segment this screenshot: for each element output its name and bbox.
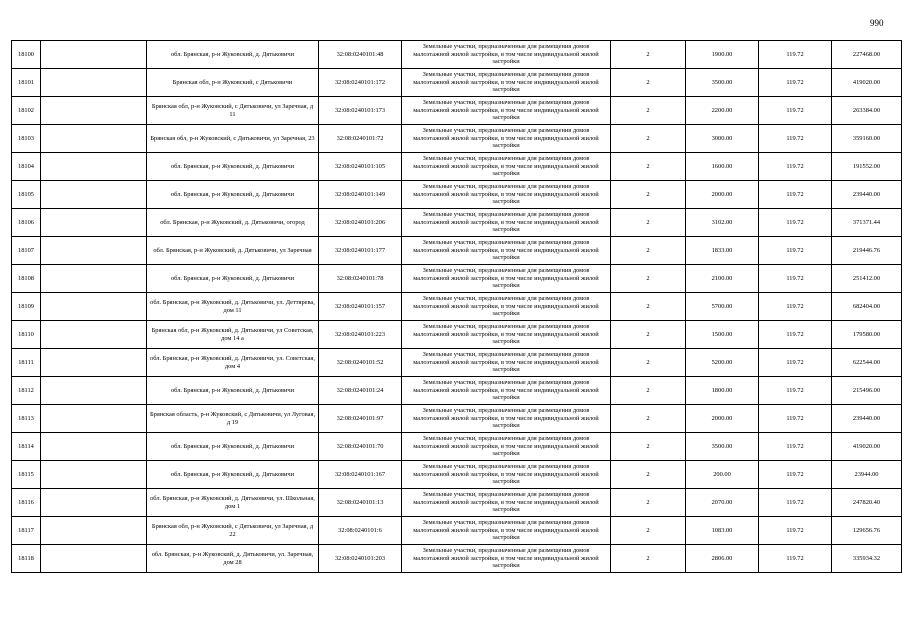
blank-cell (41, 97, 147, 125)
row-id: 18114 (12, 433, 41, 461)
address-cell: обл. Брянская, р-н Жуковский, д. Дятьковичи (147, 153, 319, 181)
rate-cell: 119.72 (759, 69, 832, 97)
cadastral-number-cell: 32:08:0240101:78 (319, 265, 402, 293)
area-cell: 2200.00 (686, 97, 759, 125)
cadastral-number-cell: 32:08:0240101:206 (319, 209, 402, 237)
land-description-cell: Земельные участки, предназначенные для размещения домов малоэтажной жилой застройки, в том числе индивидуальной жилой застройки (402, 517, 611, 545)
cadastral-number-cell: 32:08:0240101:70 (319, 433, 402, 461)
cadastral-number-cell: 32:08:0240101:24 (319, 377, 402, 405)
category-cell: 2 (611, 489, 686, 517)
table-row (12, 41, 902, 69)
cadastral-value-cell: 179580.00 (832, 321, 902, 349)
blank-cell (41, 461, 147, 489)
rate-cell: 119.72 (759, 125, 832, 153)
cadastral-number-cell: 32:08:0240101:52 (319, 349, 402, 377)
category-cell: 2 (611, 41, 686, 69)
address-cell: Брянская обл, р-н Жуковский, с Дятьковичи, ул Заречная, д 11 (147, 97, 319, 125)
category-cell: 2 (611, 265, 686, 293)
rate-cell: 119.72 (759, 41, 832, 69)
cadastral-value-cell: 129656.76 (832, 517, 902, 545)
cadastral-number-cell: 32:08:0240101:157 (319, 293, 402, 321)
cadastral-value-cell: 239440.00 (832, 181, 902, 209)
table-row (12, 405, 902, 433)
area-cell: 2000.00 (686, 181, 759, 209)
area-cell: 5200.00 (686, 349, 759, 377)
row-id: 18118 (12, 545, 41, 573)
rate-cell: 119.72 (759, 209, 832, 237)
address-cell: обл. Брянская, р-н Жуковский, д. Дятьковичи, ул Заречная (147, 237, 319, 265)
rate-cell: 119.72 (759, 433, 832, 461)
table-row (12, 545, 902, 573)
land-description-cell: Земельные участки, предназначенные для размещения домов малоэтажной жилой застройки, в том числе индивидуальной жилой застройки (402, 321, 611, 349)
blank-cell (41, 153, 147, 181)
blank-cell (41, 489, 147, 517)
cadastral-number-cell: 32:08:0240101:177 (319, 237, 402, 265)
table-row (12, 293, 902, 321)
category-cell: 2 (611, 433, 686, 461)
land-description-cell: Земельные участки, предназначенные для размещения домов малоэтажной жилой застройки, в том числе индивидуальной жилой застройки (402, 349, 611, 377)
table-row (12, 125, 902, 153)
land-description-cell: Земельные участки, предназначенные для размещения домов малоэтажной жилой застройки, в том числе индивидуальной жилой застройки (402, 293, 611, 321)
rate-cell: 119.72 (759, 405, 832, 433)
table-row (12, 321, 902, 349)
address-cell: обл. Брянская, р-н Жуковский, д. Дятьковичи (147, 41, 319, 69)
rate-cell: 119.72 (759, 237, 832, 265)
cadastral-value-cell: 682404.00 (832, 293, 902, 321)
category-cell: 2 (611, 349, 686, 377)
cadastral-value-cell: 227468.00 (832, 41, 902, 69)
address-cell: обл. Брянская, р-н Жуковский, д. Дятьковичи, ул. Школьная, дом 1 (147, 489, 319, 517)
area-cell: 2070.00 (686, 489, 759, 517)
rate-cell: 119.72 (759, 321, 832, 349)
blank-cell (41, 69, 147, 97)
address-cell: обл. Брянская, р-н Жуковский, д. Дятьковичи, ул. Деттярева, дом 11 (147, 293, 319, 321)
row-id: 18106 (12, 209, 41, 237)
category-cell: 2 (611, 293, 686, 321)
cadastral-number-cell: 32:08:0240101:105 (319, 153, 402, 181)
cadastral-value-cell: 247820.40 (832, 489, 902, 517)
row-id: 18113 (12, 405, 41, 433)
rate-cell: 119.72 (759, 489, 832, 517)
row-id: 18112 (12, 377, 41, 405)
area-cell: 1833.00 (686, 237, 759, 265)
cadastral-number-cell: 32:08:0240101:223 (319, 321, 402, 349)
cadastral-value-cell: 335934.32 (832, 545, 902, 573)
row-id: 18102 (12, 97, 41, 125)
table-row (12, 237, 902, 265)
blank-cell (41, 433, 147, 461)
land-description-cell: Земельные участки, предназначенные для размещения домов малоэтажной жилой застройки, в том числе индивидуальной жилой застройки (402, 405, 611, 433)
table-row (12, 377, 902, 405)
area-cell: 1500.00 (686, 321, 759, 349)
row-id: 18104 (12, 153, 41, 181)
address-cell: обл. Брянская, р-н Жуковский, д. Дятьковичи, огород (147, 209, 319, 237)
area-cell: 1083.00 (686, 517, 759, 545)
land-description-cell: Земельные участки, предназначенные для размещения домов малоэтажной жилой застройки, в том числе индивидуальной жилой застройки (402, 181, 611, 209)
table-row (12, 433, 902, 461)
area-cell: 3500.00 (686, 69, 759, 97)
area-cell: 1600.00 (686, 153, 759, 181)
table-row (12, 181, 902, 209)
table-row (12, 265, 902, 293)
rate-cell: 119.72 (759, 97, 832, 125)
category-cell: 2 (611, 545, 686, 573)
address-cell: Брянская обл, р-н Жуковский, с Дятьковичи, ул Заречная, д 22 (147, 517, 319, 545)
land-description-cell: Земельные участки, предназначенные для размещения домов малоэтажной жилой застройки, в том числе индивидуальной жилой застройки (402, 69, 611, 97)
address-cell: Брянская обл, р-н Жуковский, д. Дятьковичи, ул Советская, дом 14 а (147, 321, 319, 349)
table-row (12, 349, 902, 377)
land-registry-table (11, 40, 902, 573)
blank-cell (41, 237, 147, 265)
table-row (12, 517, 902, 545)
category-cell: 2 (611, 377, 686, 405)
row-id: 18109 (12, 293, 41, 321)
blank-cell (41, 517, 147, 545)
category-cell: 2 (611, 181, 686, 209)
category-cell: 2 (611, 97, 686, 125)
area-cell: 1800.00 (686, 377, 759, 405)
address-cell: обл. Брянская, р-н Жуковский, д. Дятьковичи (147, 377, 319, 405)
cadastral-value-cell: 622544.00 (832, 349, 902, 377)
table-row (12, 209, 902, 237)
category-cell: 2 (611, 237, 686, 265)
cadastral-value-cell: 263384.00 (832, 97, 902, 125)
land-description-cell: Земельные участки, предназначенные для размещения домов малоэтажной жилой застройки, в том числе индивидуальной жилой застройки (402, 209, 611, 237)
land-description-cell: Земельные участки, предназначенные для размещения домов малоэтажной жилой застройки, в том числе индивидуальной жилой застройки (402, 153, 611, 181)
rate-cell: 119.72 (759, 517, 832, 545)
category-cell: 2 (611, 405, 686, 433)
rate-cell: 119.72 (759, 461, 832, 489)
category-cell: 2 (611, 209, 686, 237)
cadastral-number-cell: 32:08:0240101:149 (319, 181, 402, 209)
cadastral-value-cell: 215496.00 (832, 377, 902, 405)
cadastral-value-cell: 239440.00 (832, 405, 902, 433)
table-row (12, 97, 902, 125)
row-id: 18110 (12, 321, 41, 349)
category-cell: 2 (611, 321, 686, 349)
address-cell: обл. Брянская, р-н Жуковский, д. Дятьковичи (147, 181, 319, 209)
rate-cell: 119.72 (759, 293, 832, 321)
land-description-cell: Земельные участки, предназначенные для размещения домов малоэтажной жилой застройки, в том числе индивидуальной жилой застройки (402, 125, 611, 153)
row-id: 18116 (12, 489, 41, 517)
land-description-cell: Земельные участки, предназначенные для размещения домов малоэтажной жилой застройки, в том числе индивидуальной жилой застройки (402, 265, 611, 293)
cadastral-number-cell: 32:08:0240101:13 (319, 489, 402, 517)
table-row (12, 153, 902, 181)
category-cell: 2 (611, 69, 686, 97)
blank-cell (41, 293, 147, 321)
land-description-cell: Земельные участки, предназначенные для размещения домов малоэтажной жилой застройки, в том числе индивидуальной жилой застройки (402, 545, 611, 573)
rate-cell: 119.72 (759, 265, 832, 293)
cadastral-number-cell: 32:08:0240101:172 (319, 69, 402, 97)
address-cell: обл. Брянская, р-н Жуковский, д. Дятьковичи, ул. Советская, дом 4 (147, 349, 319, 377)
blank-cell (41, 125, 147, 153)
blank-cell (41, 321, 147, 349)
category-cell: 2 (611, 517, 686, 545)
blank-cell (41, 377, 147, 405)
table-row (12, 69, 902, 97)
cadastral-number-cell: 32:08:0240101:48 (319, 41, 402, 69)
address-cell: Брянская обл, р-н Жуковский, с Дятьковичи, ул Заречная, 23 (147, 125, 319, 153)
cadastral-value-cell: 359160.00 (832, 125, 902, 153)
cadastral-value-cell: 419020.00 (832, 433, 902, 461)
cadastral-number-cell: 32:08:0240101:97 (319, 405, 402, 433)
cadastral-number-cell: 32:08:0240101:167 (319, 461, 402, 489)
land-description-cell: Земельные участки, предназначенные для размещения домов малоэтажной жилой застройки, в том числе индивидуальной жилой застройки (402, 461, 611, 489)
row-id: 18108 (12, 265, 41, 293)
address-cell: обл. Брянская, р-н Жуковский, д. Дятьковичи (147, 461, 319, 489)
cadastral-value-cell: 251412.00 (832, 265, 902, 293)
cadastral-value-cell: 419020.00 (832, 69, 902, 97)
land-description-cell: Земельные участки, предназначенные для размещения домов малоэтажной жилой застройки, в том числе индивидуальной жилой застройки (402, 237, 611, 265)
land-description-cell: Земельные участки, предназначенные для размещения домов малоэтажной жилой застройки, в том числе индивидуальной жилой застройки (402, 377, 611, 405)
blank-cell (41, 349, 147, 377)
rate-cell: 119.72 (759, 181, 832, 209)
address-cell: обл. Брянская, р-н Жуковский, д. Дятьковичи (147, 433, 319, 461)
category-cell: 2 (611, 125, 686, 153)
table-body (12, 41, 902, 573)
cadastral-value-cell: 371371.44 (832, 209, 902, 237)
cadastral-value-cell: 23944.00 (832, 461, 902, 489)
row-id: 18107 (12, 237, 41, 265)
row-id: 18111 (12, 349, 41, 377)
row-id: 18115 (12, 461, 41, 489)
land-description-cell: Земельные участки, предназначенные для размещения домов малоэтажной жилой застройки, в том числе индивидуальной жилой застройки (402, 489, 611, 517)
blank-cell (41, 265, 147, 293)
cadastral-number-cell: 32:08:0240101:173 (319, 97, 402, 125)
area-cell: 2806.00 (686, 545, 759, 573)
rate-cell: 119.72 (759, 349, 832, 377)
address-cell: обл. Брянская, р-н Жуковский, д. Дятьковичи, ул. Заречная, дом 28 (147, 545, 319, 573)
cadastral-number-cell: 32:08:0240101:6 (319, 517, 402, 545)
cadastral-number-cell: 32:08:0240101:72 (319, 125, 402, 153)
rate-cell: 119.72 (759, 377, 832, 405)
blank-cell (41, 181, 147, 209)
cadastral-value-cell: 219446.76 (832, 237, 902, 265)
row-id: 18100 (12, 41, 41, 69)
cadastral-value-cell: 191552.00 (832, 153, 902, 181)
blank-cell (41, 41, 147, 69)
category-cell: 2 (611, 461, 686, 489)
area-cell: 3000.00 (686, 125, 759, 153)
blank-cell (41, 545, 147, 573)
address-cell: Брянская область, р-н Жуковский, с Дятьковичи, ул Луговая, д 19 (147, 405, 319, 433)
area-cell: 3102.00 (686, 209, 759, 237)
table-row (12, 461, 902, 489)
land-description-cell: Земельные участки, предназначенные для размещения домов малоэтажной жилой застройки, в том числе индивидуальной жилой застройки (402, 433, 611, 461)
area-cell: 1900.00 (686, 41, 759, 69)
blank-cell (41, 209, 147, 237)
rate-cell: 119.72 (759, 153, 832, 181)
area-cell: 2000.00 (686, 405, 759, 433)
blank-cell (41, 405, 147, 433)
area-cell: 3500.00 (686, 433, 759, 461)
land-description-cell: Земельные участки, предназначенные для размещения домов малоэтажной жилой застройки, в том числе индивидуальной жилой застройки (402, 97, 611, 125)
rate-cell: 119.72 (759, 545, 832, 573)
row-id: 18105 (12, 181, 41, 209)
row-id: 18103 (12, 125, 41, 153)
address-cell: обл. Брянская, р-н Жуковский, д. Дятьковичи (147, 265, 319, 293)
cadastral-number-cell: 32:08:0240101:203 (319, 545, 402, 573)
page-number: 990 (870, 18, 884, 28)
area-cell: 2100.00 (686, 265, 759, 293)
area-cell: 5700.00 (686, 293, 759, 321)
table-row (12, 489, 902, 517)
land-description-cell: Земельные участки, предназначенные для размещения домов малоэтажной жилой застройки, в том числе индивидуальной жилой застройки (402, 41, 611, 69)
address-cell: Брянская обл, р-н Жуковский, с Дятьковичи (147, 69, 319, 97)
row-id: 18117 (12, 517, 41, 545)
area-cell: 200.00 (686, 461, 759, 489)
category-cell: 2 (611, 153, 686, 181)
row-id: 18101 (12, 69, 41, 97)
